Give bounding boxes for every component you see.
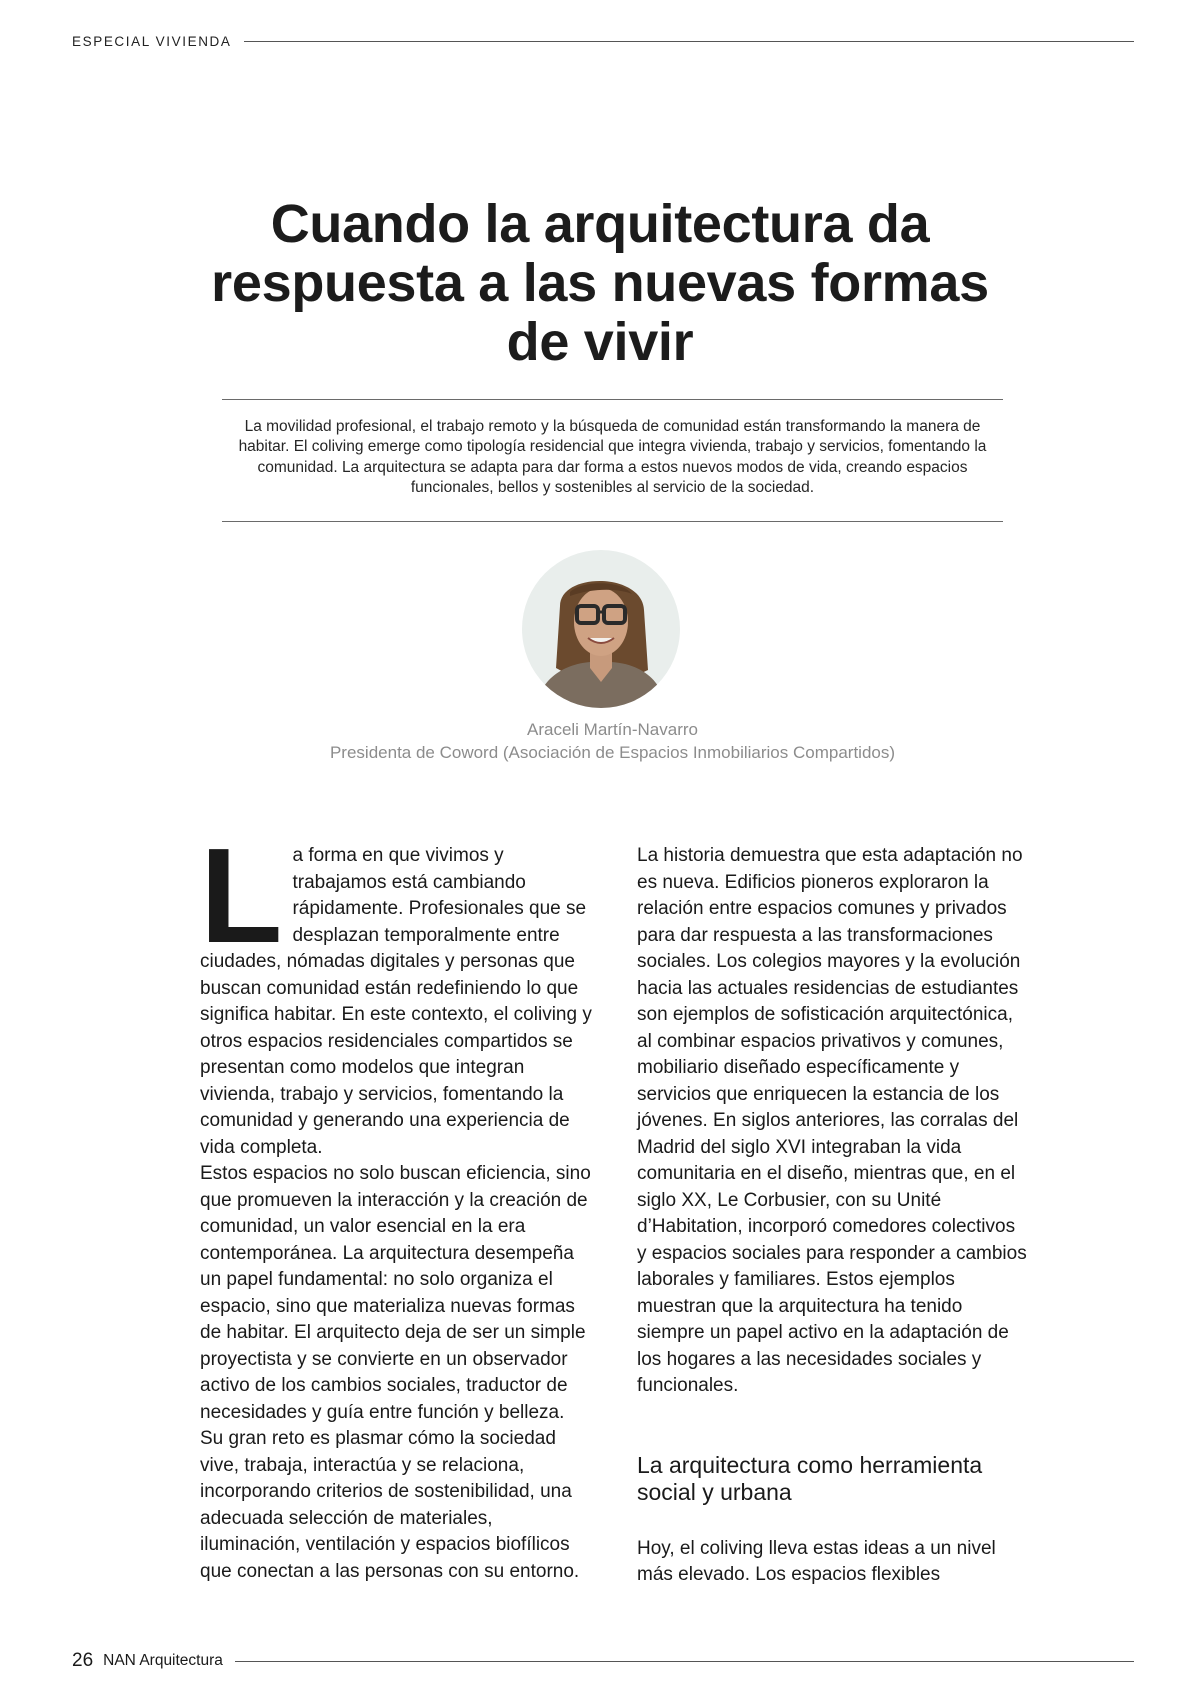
section-subheading: La arquitectura como herramienta social y urbana xyxy=(637,1451,983,1505)
author-role: Presidenta de Coword (Asociación de Espacios Inmobiliarios Compartidos) xyxy=(329,743,896,762)
header-rule xyxy=(244,41,1135,42)
body-column-left xyxy=(200,820,592,1585)
abstract-rule-bottom xyxy=(222,521,1003,522)
page-number: 26 xyxy=(72,1650,94,1671)
running-header xyxy=(72,34,1134,49)
body-paragraph: Hoy, el coliving lleva estas ideas a un nivel más elevado. Los espacios flexibles xyxy=(637,1537,996,1585)
footer-rule xyxy=(235,1661,1134,1662)
section-label: ESPECIAL VIVIENDA xyxy=(72,34,232,49)
body-paragraph: a forma en que vivimos y trabajamos está cambiando rápidamente. Profesionales que se desplazan temporalmente entre ciudades, nómadas digitales y personas que buscan comunidad están redefiniendo lo que significa habitar. En este contexto, el coliving y otros espacios residenciales compartidos se presentan como modelos que integran vivienda, trabajo y servicios, fomentando la comunidad y generando una experiencia de vida completa. xyxy=(200,845,592,1158)
page-footer xyxy=(72,1650,1134,1672)
drop-cap: L xyxy=(200,820,283,971)
abstract-rule-top xyxy=(222,399,1003,400)
publication-name: NAN Arquitectura xyxy=(103,1652,223,1669)
article-abstract: La movilidad profesional, el trabajo remoto y la búsqueda de comunidad están transformando la manera de habitar. El coliving emerge como tipología residencial que integra vivienda, trabajo y servicios, fomentando la comunidad. La arquitectura se adapta para dar forma a estos nuevos modos de vida, creando espacios funcionales, bellos y sostenibles al servicio de la sociedad. xyxy=(238,418,987,497)
author-portrait xyxy=(522,550,680,708)
body-paragraph: La historia demuestra que esta adaptación no es nueva. Edificios pioneros exploraron la relación entre espacios comunes y privados para dar respuesta a las transformaciones sociales. Los colegios mayores y la evolución hacia las actuales residencias de estudiantes son ejemplos de sofisticación arquitectónica, al combinar espacios privativos y comunes, mobiliario diseñado específicamente y servicios que enriquecen la estancia de los jóvenes. En siglos anteriores, las corralas del Madrid del siglo XVI integraban la vida comunitaria en el diseño, mientras que, en el siglo XX, Le Corbusier, con su Unité d’Habitation, incorporó comedores colectivos y espacios sociales para responder a cambios laborales y familiares. Estos ejemplos muestran que la arquitectura ha tenido siempre un papel activo en la adaptación de los hogares a las necesidades sociales y funcionales. xyxy=(637,845,1027,1396)
body-column-right xyxy=(637,843,1027,1589)
author-name: Araceli Martín-Navarro xyxy=(527,720,698,739)
body-paragraph: Estos espacios no solo buscan eficiencia, sino que promueven la interacción y la creación de comunidad, un valor esencial en la era contemporánea. La arquitectura desempeña un papel fundamental: no solo organiza el espacio, sino que materializa nuevas formas de habitar. El arquitecto deja de ser un simple proyectista y se convierte en un observador activo de los cambios sociales, traductor de necesidades y guía entre función y belleza. Su gran reto es plasmar cómo la sociedad vive, trabaja, interactúa y se relaciona, incorporando criterios de sostenibilidad, una adecuada selección de materiales, iluminación, ventilación y espacios biofílicos que conectan a las personas con su entorno. xyxy=(200,1163,591,1582)
article-title: Cuando la arquitectura da respuesta a las nuevas formas de vivir xyxy=(211,194,989,372)
